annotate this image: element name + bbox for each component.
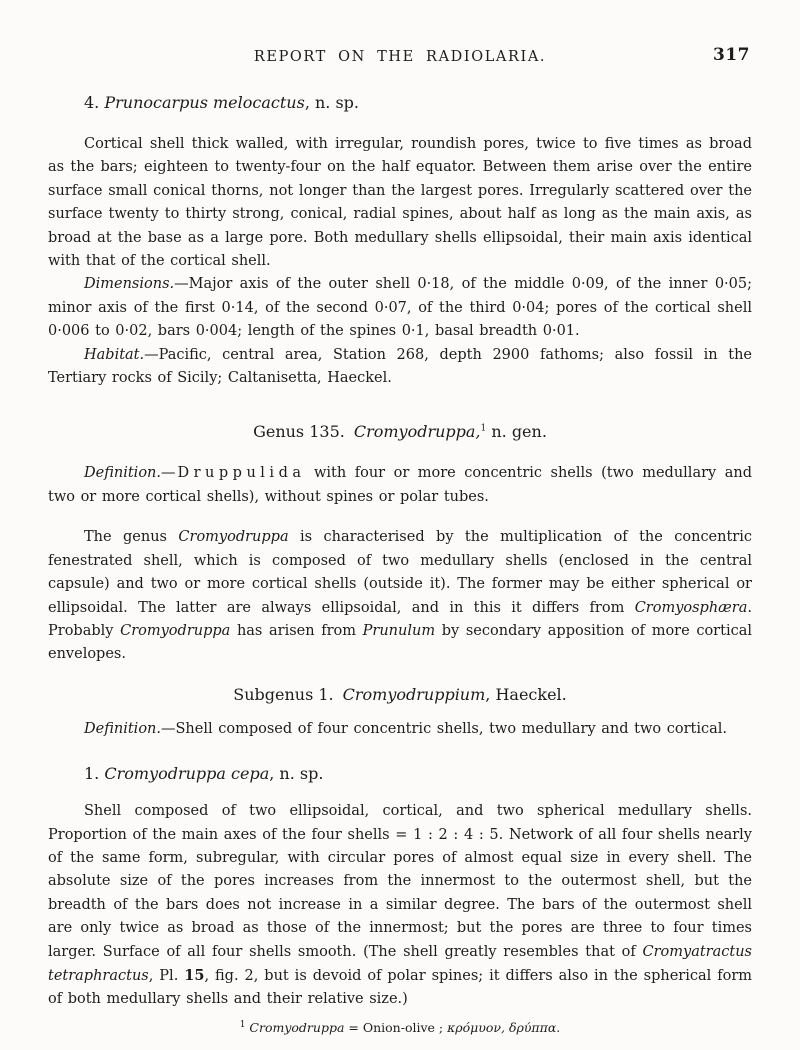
- page-header: [48, 46, 752, 68]
- species2-description-paragraph: [48, 800, 752, 1012]
- subgenus-definition-label: Definition.: [84, 720, 161, 737]
- habitat-text: —Pacific, central area, Station 268, depth 2900 fathoms; also fossil in the Tertiary rocks of Sicily; Caltanisetta, Haeckel.: [48, 346, 752, 387]
- species-name: Prunocarpus melocactus: [104, 93, 305, 112]
- species2-description-seg2: , Pl.: [148, 967, 185, 984]
- genus-discussion-paragraph: [48, 526, 752, 666]
- species-description-paragraph: [48, 133, 752, 273]
- footnote-greek-etymology: κρόμυον, δρύππα.: [447, 1019, 561, 1035]
- species2-description-seg4: , fig. 2, but is devoid of polar spines; it differs also in the spherical form of both medullary shells and their relative size.): [48, 967, 752, 1008]
- footnote-mark: 1: [239, 1019, 246, 1030]
- species2-description-seg0: Shell composed of two ellipsoidal, cortical, and two spherical medullary shells. Proportion of the main axes of the four shells = 1 : 2 : 4 : 5. Network of all four shells nearly of the same form, subregular, with circular pores of almost equal size in every shell. The absolute size of the pores increases from the innermost to the outermost shell, but the breadth of the bars does not increase in a similar degree. The bars of the outermost shell are only twice as broad as those of the innermost; but the pores are three to four times larger. Surface of all four shells smooth. (The shell greatly resembles that of: [48, 803, 752, 960]
- species-description-text: Cortical shell thick walled, with irregular, roundish pores, twice to five times as broad as the bars; eighteen to twenty-four on the half equator. Between them arise over the entire surface small conical thorns, not longer than the largest pores. Irregularly scattered over the surface twenty to thirty strong, conical, radial spines, about half as long as the main axis, as broad at the base as a large pore. Both medullary shells ellipsoidal, their main axis identical with that of the cortical shell.: [48, 136, 752, 270]
- genus-name: Cromyodruppa,: [353, 422, 481, 442]
- genus-discussion-seg0: The genus: [84, 529, 179, 546]
- order-name-druppulida: Druppulida: [177, 465, 306, 482]
- subgenus-heading-suffix: , Haeckel.: [485, 684, 567, 704]
- species2-name: Cromyodruppa cepa: [104, 764, 270, 784]
- footnote-reference-mark: 1: [480, 424, 487, 435]
- genus-discussion-seg6: has arisen from: [230, 622, 363, 639]
- running-title: REPORT ON THE RADIOLARIA.: [253, 49, 547, 65]
- taxon-prunulum: Prunulum: [362, 622, 436, 639]
- species-heading-suffix: , n. sp.: [304, 93, 359, 112]
- taxon-cromyatractus-tetraphractus: Cromyatractus tetraphractus: [48, 943, 752, 984]
- genus-definition-paragraph: [48, 462, 752, 509]
- subgenus-heading-cromyodruppium: [48, 684, 752, 706]
- species-number: 4.: [84, 93, 105, 112]
- species2-heading-suffix: , n. sp.: [269, 764, 324, 784]
- genus-definition-text: with four or more concentric shells (two medullary and two or more cortical shells), without spines or polar tubes.: [48, 465, 752, 505]
- subgenus-definition-paragraph: [48, 718, 752, 741]
- species-heading-prunocarpus-melocactus: [48, 92, 752, 114]
- taxon-cromyodruppa-2: Cromyodruppa: [120, 622, 231, 639]
- dimensions-label: Dimensions.: [84, 276, 175, 293]
- page-number: 317: [713, 45, 750, 65]
- genus-discussion-seg8: by secondary apposition of more cortical envelopes.: [48, 622, 752, 663]
- species2-number: 1.: [84, 764, 105, 784]
- dimensions-text: —Major axis of the outer shell 0·18, of the middle 0·09, of the inner 0·05; minor axis of the first 0·14, of the second 0·07, of the third 0·04; pores of the cortical shell 0·006 to 0·02, bars 0·004; length of the spines 0·1, basal breadth 0·01.: [48, 276, 752, 340]
- species-heading-cromyodruppa-cepa: [48, 763, 752, 785]
- footnote-term: Cromyodruppa: [245, 1019, 345, 1035]
- taxon-cromyodruppa: Cromyodruppa: [178, 529, 289, 546]
- genus-heading-suffix: n. gen.: [486, 422, 547, 442]
- taxon-cromyosphaera: Cromyosphæra: [634, 599, 748, 616]
- genus-definition-label: Definition.: [84, 465, 161, 482]
- subgenus-heading-prefix: Subgenus 1.: [233, 684, 334, 704]
- subgenus-definition-text: —Shell composed of four concentric shells, two medullary and two cortical.: [161, 720, 727, 737]
- genus-discussion-seg2: is characterised by the multiplication of the concentric fenestrated shell, which is composed of two medullary shells (enclosed in the central capsule) and two or more cortical shells (outside it). The former may be either spherical or ellipsoidal. The latter are always ellipsoidal, and in this it differs from: [48, 529, 752, 616]
- subgenus-name: Cromyodruppium: [342, 684, 486, 704]
- genus-heading-prefix: Genus 135.: [253, 422, 345, 442]
- footnote: [48, 1019, 752, 1036]
- genus-definition-dash: —: [161, 465, 176, 482]
- plate-number: 15: [184, 966, 205, 984]
- dimensions-paragraph: [48, 273, 752, 343]
- habitat-label: Habitat.: [84, 346, 145, 363]
- genus-discussion-seg4: . Probably: [48, 599, 752, 639]
- footnote-equals-text: = Onion-olive ;: [344, 1019, 448, 1035]
- habitat-paragraph: [48, 344, 752, 391]
- genus-heading-cromyodruppa: [48, 421, 752, 443]
